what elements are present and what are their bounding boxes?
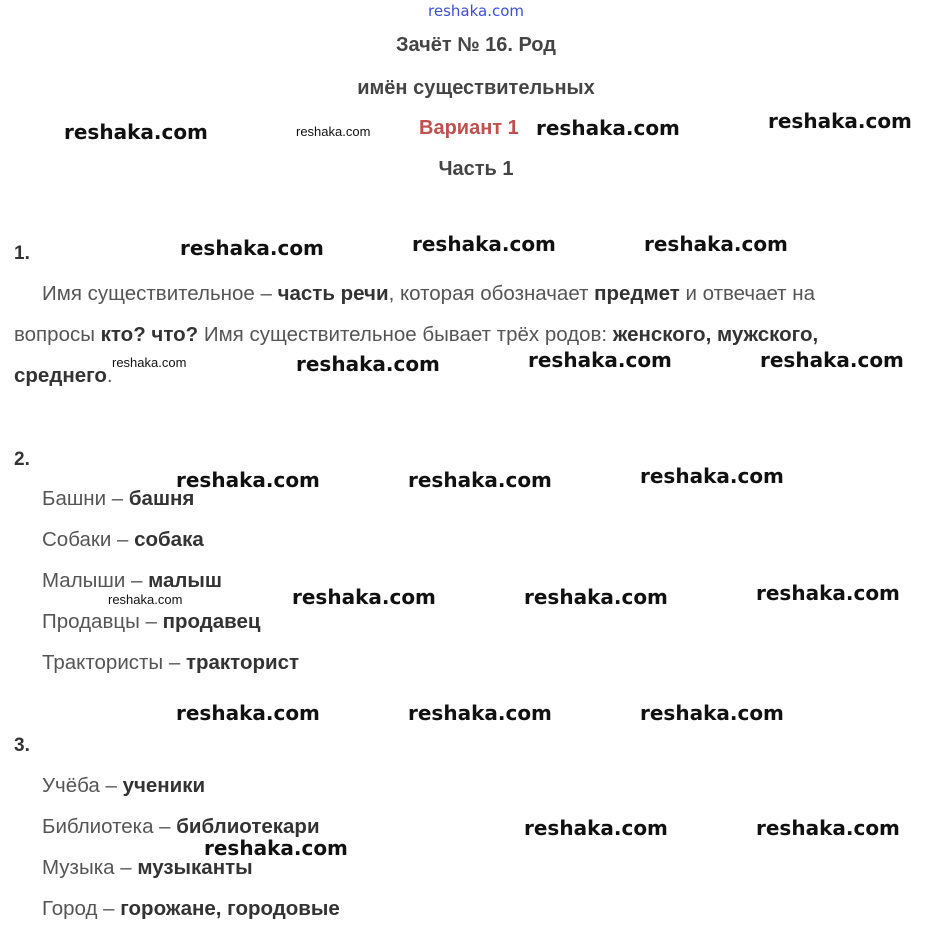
watermark: reshaka.com — [296, 124, 371, 139]
watermark: reshaka.com — [296, 352, 440, 376]
watermark: reshaka.com — [108, 592, 183, 607]
watermark: reshaka.com — [112, 355, 187, 370]
page-subtitle: имён существительных — [357, 77, 595, 99]
list-item: Продавцы – продавец — [42, 610, 261, 633]
watermark: reshaka.com — [408, 701, 552, 725]
task-number: 2. — [14, 449, 30, 470]
watermark: reshaka.com — [408, 468, 552, 492]
page-title: Зачёт № 16. Род — [396, 34, 556, 56]
task1-line1: Имя существительное – часть речи, которая обозначает предмет и отвечает на — [42, 282, 815, 305]
watermark: reshaka.com — [64, 120, 208, 144]
watermark: reshaka.com — [292, 585, 436, 609]
list-item: Собаки – собака — [42, 528, 204, 551]
task-number: 1. — [14, 243, 30, 264]
list-item: Башни – башня — [42, 487, 195, 510]
variant-label: Вариант 1 — [419, 117, 519, 139]
watermark: reshaka.com — [756, 581, 900, 605]
list-item: Малыши – малыш — [42, 569, 223, 592]
task1-line2: вопросы кто? что? Имя существительное бывает трёх родов: женского, мужского, — [14, 323, 819, 346]
watermark: reshaka.com — [760, 348, 904, 372]
list-item: Трактористы – тракторист — [42, 651, 300, 674]
watermark: reshaka.com — [524, 816, 668, 840]
watermark: reshaka.com — [768, 109, 912, 133]
task1-line3: среднего. — [14, 364, 113, 387]
list-item: Учёба – ученики — [42, 774, 206, 797]
list-item: Библиотека – библиотекари — [42, 815, 320, 838]
watermark-top: reshaka.com — [428, 2, 524, 20]
task-number: 3. — [14, 735, 30, 756]
watermark: reshaka.com — [524, 585, 668, 609]
watermark: reshaka.com — [756, 816, 900, 840]
watermark: reshaka.com — [204, 836, 348, 860]
watermark: reshaka.com — [644, 232, 788, 256]
watermark: reshaka.com — [528, 348, 672, 372]
watermark: reshaka.com — [640, 701, 784, 725]
watermark: reshaka.com — [176, 468, 320, 492]
watermark: reshaka.com — [180, 236, 324, 260]
list-item: Музыка – музыканты — [42, 856, 253, 879]
watermark: reshaka.com — [640, 464, 784, 488]
part-label: Часть 1 — [438, 158, 514, 180]
watermark: reshaka.com — [536, 116, 680, 140]
list-item: Город – горожане, городовые — [42, 897, 340, 920]
watermark: reshaka.com — [176, 701, 320, 725]
watermark: reshaka.com — [412, 232, 556, 256]
